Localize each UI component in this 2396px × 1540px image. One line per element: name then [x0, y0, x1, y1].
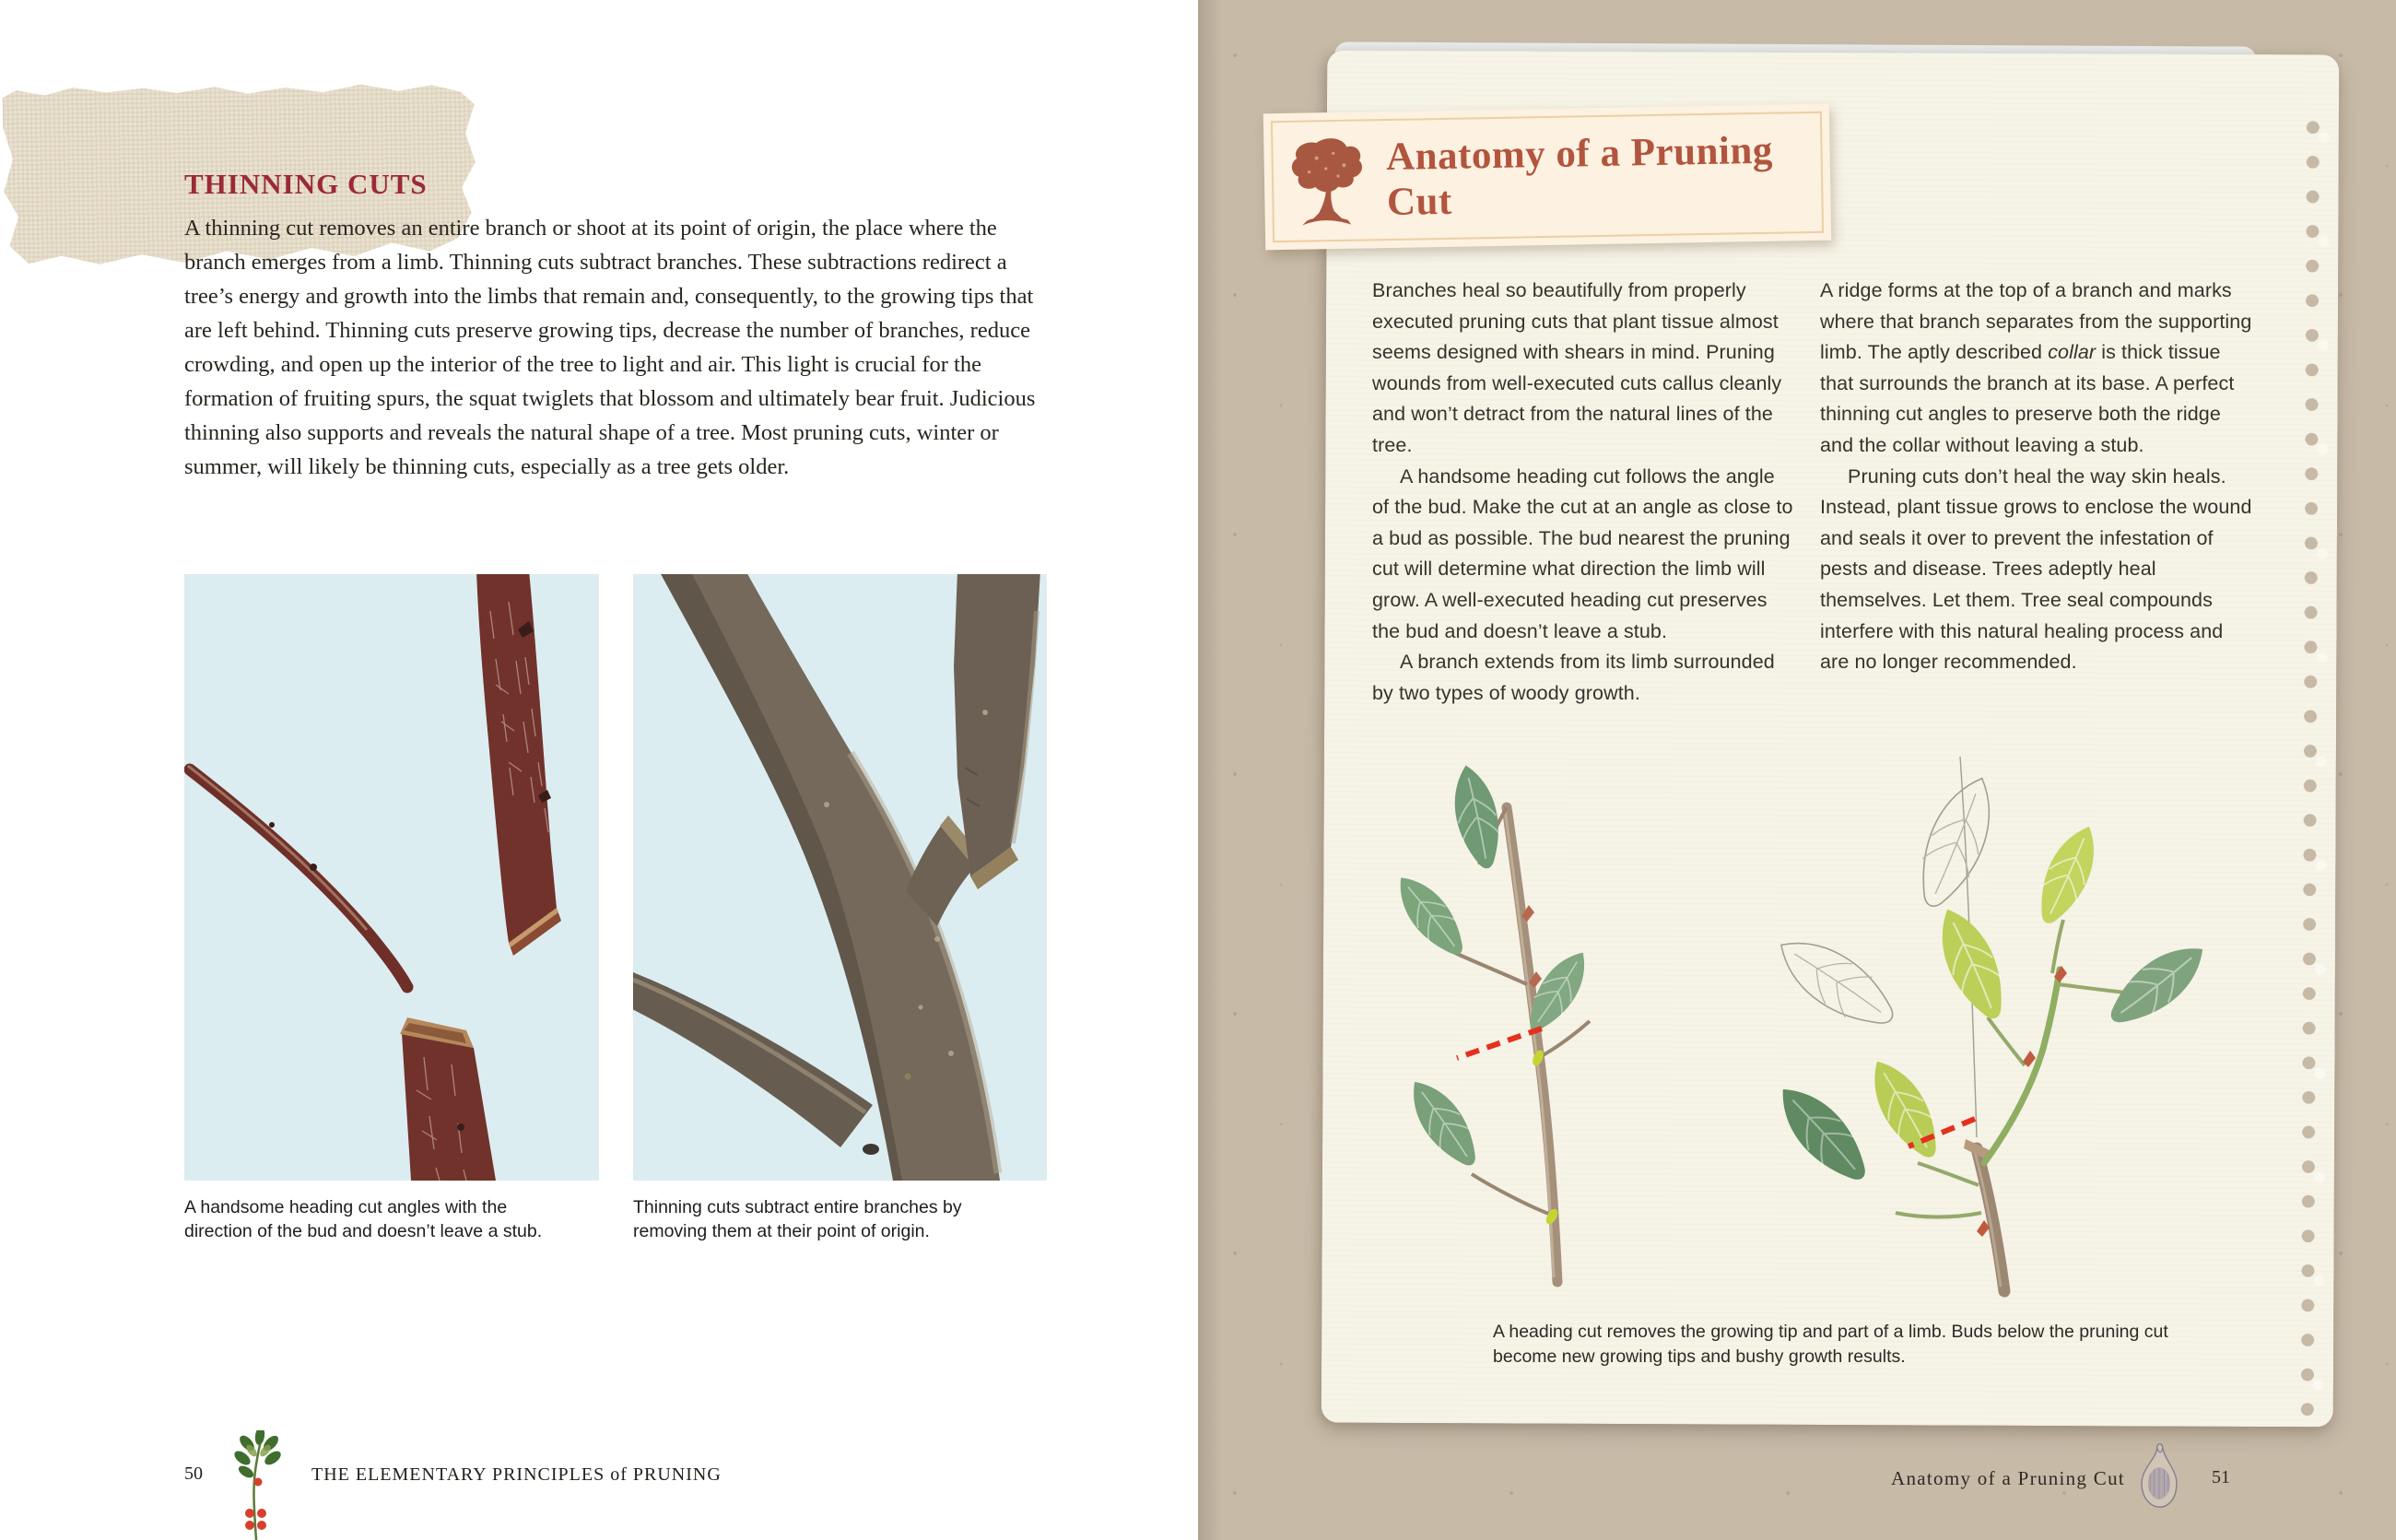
body-paragraph: A thinning cut removes an entire branch or shoot at its point of origin, the place where the branch emerges from a limb. Thinning cuts subtract branches. These subtractions redirect a tree’s energy and growth into the limbs that remain and, consequently, to the growing tips that are left behind. Thinning cuts preserve growing tips, decrease the number of branches, reduce crowding, and open up the interior of the tree to light and air. This light is crucial for the formation of fruiting spurs, the squat twiglets that blossom and ultimately bear fruit. Judicious thinning also supports and reveals the natural shape of a tree. Most pruning cuts, winter or summer, will likely be thinning cuts, especially as a tree gets older. — [184, 216, 1036, 479]
sprig-icon — [227, 1430, 286, 1540]
page-gutter — [1198, 0, 1222, 1540]
illustration-caption: A heading cut removes the growing tip and part of a limb. Buds below the pruning cut become new growing tips and bushy growth results. — [1493, 1322, 2168, 1367]
chapter-banner — [1263, 104, 1831, 251]
section-title: THINNING CUTS — [184, 168, 428, 200]
photo1-caption: A handsome heading cut angles with the direction of the bud and doesn’t leave a stub. — [184, 1197, 543, 1241]
paragraph-text: A ridge forms at the top of a branch and marks where that branch separates from the supporting limb. The aptly described — [1820, 279, 2252, 364]
cut-marker-left — [1457, 1029, 1542, 1058]
column-2 — [1820, 276, 2255, 678]
branch-after-cut — [1766, 757, 2216, 1291]
running-footer-title: Anatomy of a Pruning Cut — [1891, 1467, 2126, 1489]
branch-before-cut — [1386, 761, 1597, 1282]
banner-title: Anatomy of a Pruning Cut — [1385, 128, 1774, 225]
heading-cut-photo-svg — [184, 574, 599, 1181]
paragraph-text: is thick tissue that surrounds the branch at its base. A perfect thinning cut angles to preserve both the ridge and the collar without leaving a stub. — [1820, 341, 2235, 456]
column1-paragraph-1: Branches heal so beautifully from properly executed pruning cuts that plant tissue almost seems designed with shears in mind. Pruning wounds from well-executed cuts callus cleanly and won’t detract from the natural lines of the tree. — [1372, 279, 1782, 456]
italic-term: collar — [2048, 341, 2096, 364]
photo-thinning-cut — [633, 574, 1047, 1181]
spiral-holes — [2293, 110, 2331, 1417]
book-title: THE ELEMENTARY PRINCIPLES of PRUNING — [311, 1464, 722, 1485]
column1-paragraph-2: A handsome heading cut follows the angle of the bud. Make the cut at an angle as close to a bud as possible. The bud nearest the pruning cut will determine what direction the limb will grow. A well-executed heading cut preserves the bud and doesn’t leave a stub. — [1372, 464, 1793, 642]
tree-stamp-icon — [1286, 133, 1363, 229]
photo2-caption: Thinning cuts subtract entire branches by removing them at their point of origin. — [633, 1197, 962, 1241]
watercolor-branches-illustration — [1368, 752, 2272, 1303]
column-1 — [1372, 276, 1793, 709]
column2-paragraph-1 — [1820, 276, 2255, 462]
seed-icon — [2136, 1432, 2182, 1521]
page-number-right: 51 — [2212, 1467, 2230, 1487]
photo-heading-cut — [184, 574, 599, 1181]
page-number-left: 50 — [184, 1464, 203, 1484]
column1-paragraph-3: A branch extends from its limb surrounded by two types of woody growth. — [1372, 651, 1775, 704]
column2-paragraph-2: Pruning cuts don’t heal the way skin heals. Instead, plant tissue grows to enclose the wound and seals it over to prevent the infestation of pests and disease. Trees adeptly heal themselves. Let them. Tree seal compounds interfere with this natural healing process and are no longer recommended. — [1820, 464, 2252, 674]
thinning-cut-photo-svg — [633, 574, 1047, 1181]
